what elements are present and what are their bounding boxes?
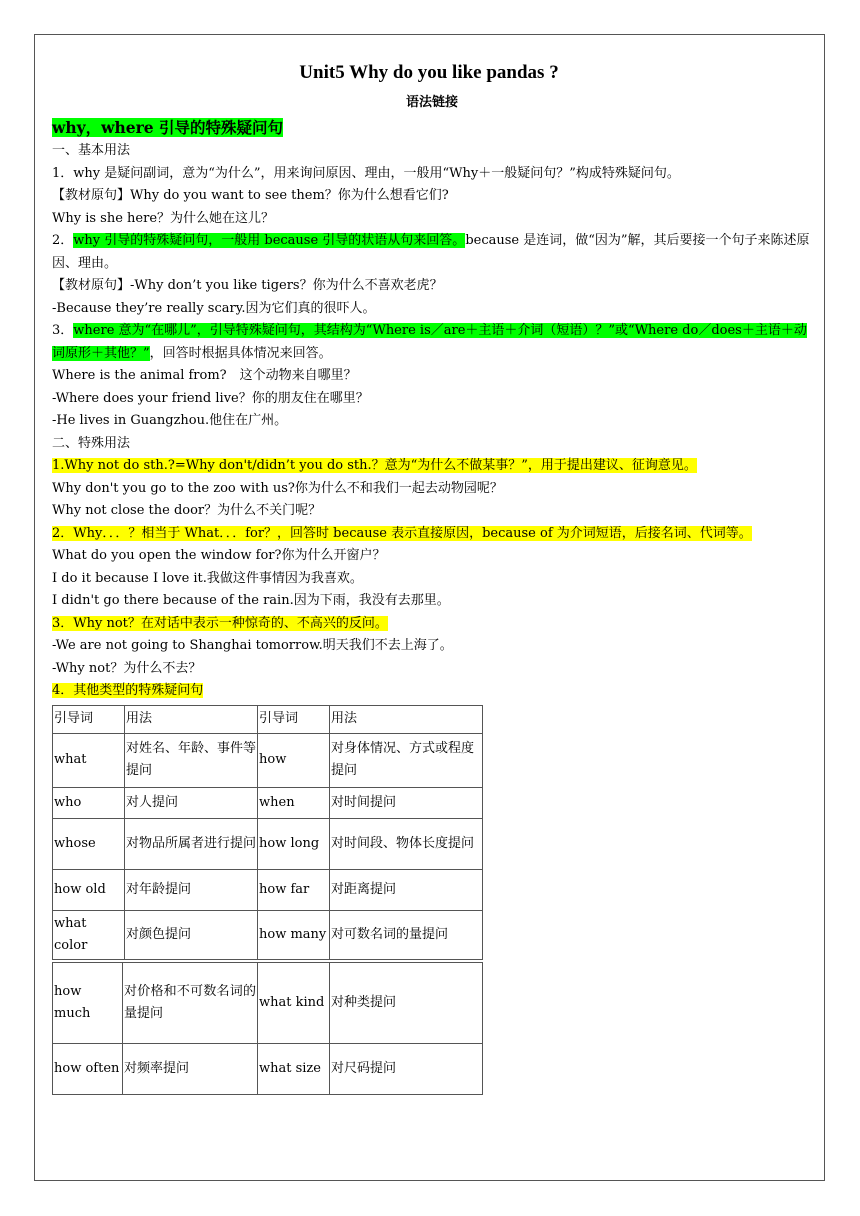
text-line: Why not close the door？为什么不关门呢？ (52, 503, 322, 518)
table-row (53, 869, 483, 910)
page-subtitle: 语法链接 (405, 95, 458, 110)
table-cell: 对频率提问 (123, 1043, 258, 1094)
text-line: 【教材原句】Why do you want to see them？你为什么想看它们? (52, 188, 449, 203)
text-line: 二、特殊用法 (52, 435, 131, 451)
table-cell: what (53, 733, 125, 787)
table-cell: 对人提问 (125, 787, 258, 818)
table-row (53, 818, 483, 869)
text-line: 4．其他类型的特殊疑问句 (52, 683, 204, 698)
table-cell: 对时间段、物体长度提问 (330, 818, 483, 869)
text-line: 2．why 引导的特殊疑问句，一般用 because 引导的状语从句来回答。because 是连词，做“因为”解，其后要接一个句子来陈述原因、理由。 (52, 233, 810, 271)
table-row (53, 910, 483, 959)
table-cell: whose (53, 818, 125, 869)
text-line: -Where does your friend live？你的朋友住在哪里？ (52, 390, 369, 406)
text-line: 2．Why．．．？相当于 What．．．for？，回答时 because 表示直接原因，because of 为介词短语，后接名词、代词等。 (52, 525, 752, 541)
table-cell: how much (53, 962, 123, 1043)
text-line: Why is she here？为什么她在这儿？ (52, 210, 275, 226)
question-words-table-continued (52, 962, 483, 1095)
table-cell: who (53, 787, 125, 818)
table-header-cell: 用法 (125, 705, 258, 733)
text-line: What do you open the window for?你为什么开窗户？ (52, 548, 386, 563)
table-cell: when (258, 787, 330, 818)
table-cell: what kind (258, 962, 330, 1043)
table-cell: 对距离提问 (330, 869, 483, 910)
table-cell: 对尺码提问 (330, 1043, 483, 1094)
table-cell: 对身体情况、方式或程度提问 (330, 733, 483, 787)
text-line: 1．why 是疑问副词，意为“为什么”，用来询问原因、理由，一般用“Why＋一般疑问句？”构成特殊疑问句。 (52, 165, 680, 181)
text-line: I didn't go there because of the rain.因为下雨，我没有去那里。 (52, 593, 450, 608)
text-line: -Because they’re really scary.因为它们真的很吓人。 (52, 300, 376, 316)
text-line: 一、基本用法 (52, 143, 131, 158)
text-line: I do it because I love it.我做这件事情因为我喜欢。 (52, 570, 363, 586)
text-line: 1.Why not do sth.?=Why don't/didn’t you do sth.？意为“为什么不做某事？”，用于提出建议、征询意见。 (52, 458, 697, 473)
table-header-cell: 引导词 (53, 705, 125, 733)
text-line: 3．Why not？在对话中表示一种惊奇的、不高兴的反问。 (52, 615, 388, 631)
table-cell: how old (53, 869, 125, 910)
table-cell: how long (258, 818, 330, 869)
table-cell: 对颜色提问 (125, 910, 258, 959)
table-header-cell: 引导词 (258, 705, 330, 733)
table-cell: 对物品所属者进行提问 (125, 818, 258, 869)
table-row (53, 733, 483, 787)
table-cell: how many (258, 910, 330, 959)
table-cell: 对时间提问 (330, 787, 483, 818)
table-cell: 对年龄提问 (125, 869, 258, 910)
table-cell: 对可数名词的量提问 (330, 910, 483, 959)
document-body (52, 62, 812, 1095)
table-cell: 对种类提问 (330, 962, 483, 1043)
text-line: -He lives in Guangzhou.他住在广州。 (52, 413, 288, 428)
table-header-row (53, 705, 483, 733)
table-cell: 对价格和不可数名词的量提问 (123, 962, 258, 1043)
question-words-table (52, 705, 483, 960)
table-row (53, 787, 483, 818)
table-cell: how far (258, 869, 330, 910)
text-line: 3．where 意为“在哪儿”，引导特殊疑问句，其结构为“Where is／are＋主语＋介词（短语）？”或“Where do／does＋主语＋动词原形＋其他？”，回答时根据具体情况来回答。 (52, 323, 807, 361)
text-line: 【教材原句】-Why don’t you like tigers？你为什么不喜欢老虎？ (52, 278, 443, 293)
text-line: Why don't you go to the zoo with us?你为什么不和我们一起去动物园呢？ (52, 480, 503, 496)
table-cell: what size (258, 1043, 330, 1094)
table-row (53, 1043, 483, 1094)
text-line: -Why not？为什么不去？ (52, 660, 202, 676)
table-cell: what color (53, 910, 125, 959)
section-heading: why，where 引导的特殊疑问句 (52, 118, 284, 137)
table-header-cell: 用法 (330, 705, 483, 733)
table-cell: how often (53, 1043, 123, 1094)
page-title: Unit5 Why do you like pandas ? (299, 62, 559, 83)
text-line: Where is the animal from? 这个动物来自哪里？ (52, 368, 357, 383)
text-line: -We are not going to Shanghai tomorrow.明天我们不去上海了。 (52, 638, 453, 653)
table-cell: 对姓名、年龄、事件等提问 (125, 733, 258, 787)
table-cell: how (258, 733, 330, 787)
table-row (53, 962, 483, 1043)
